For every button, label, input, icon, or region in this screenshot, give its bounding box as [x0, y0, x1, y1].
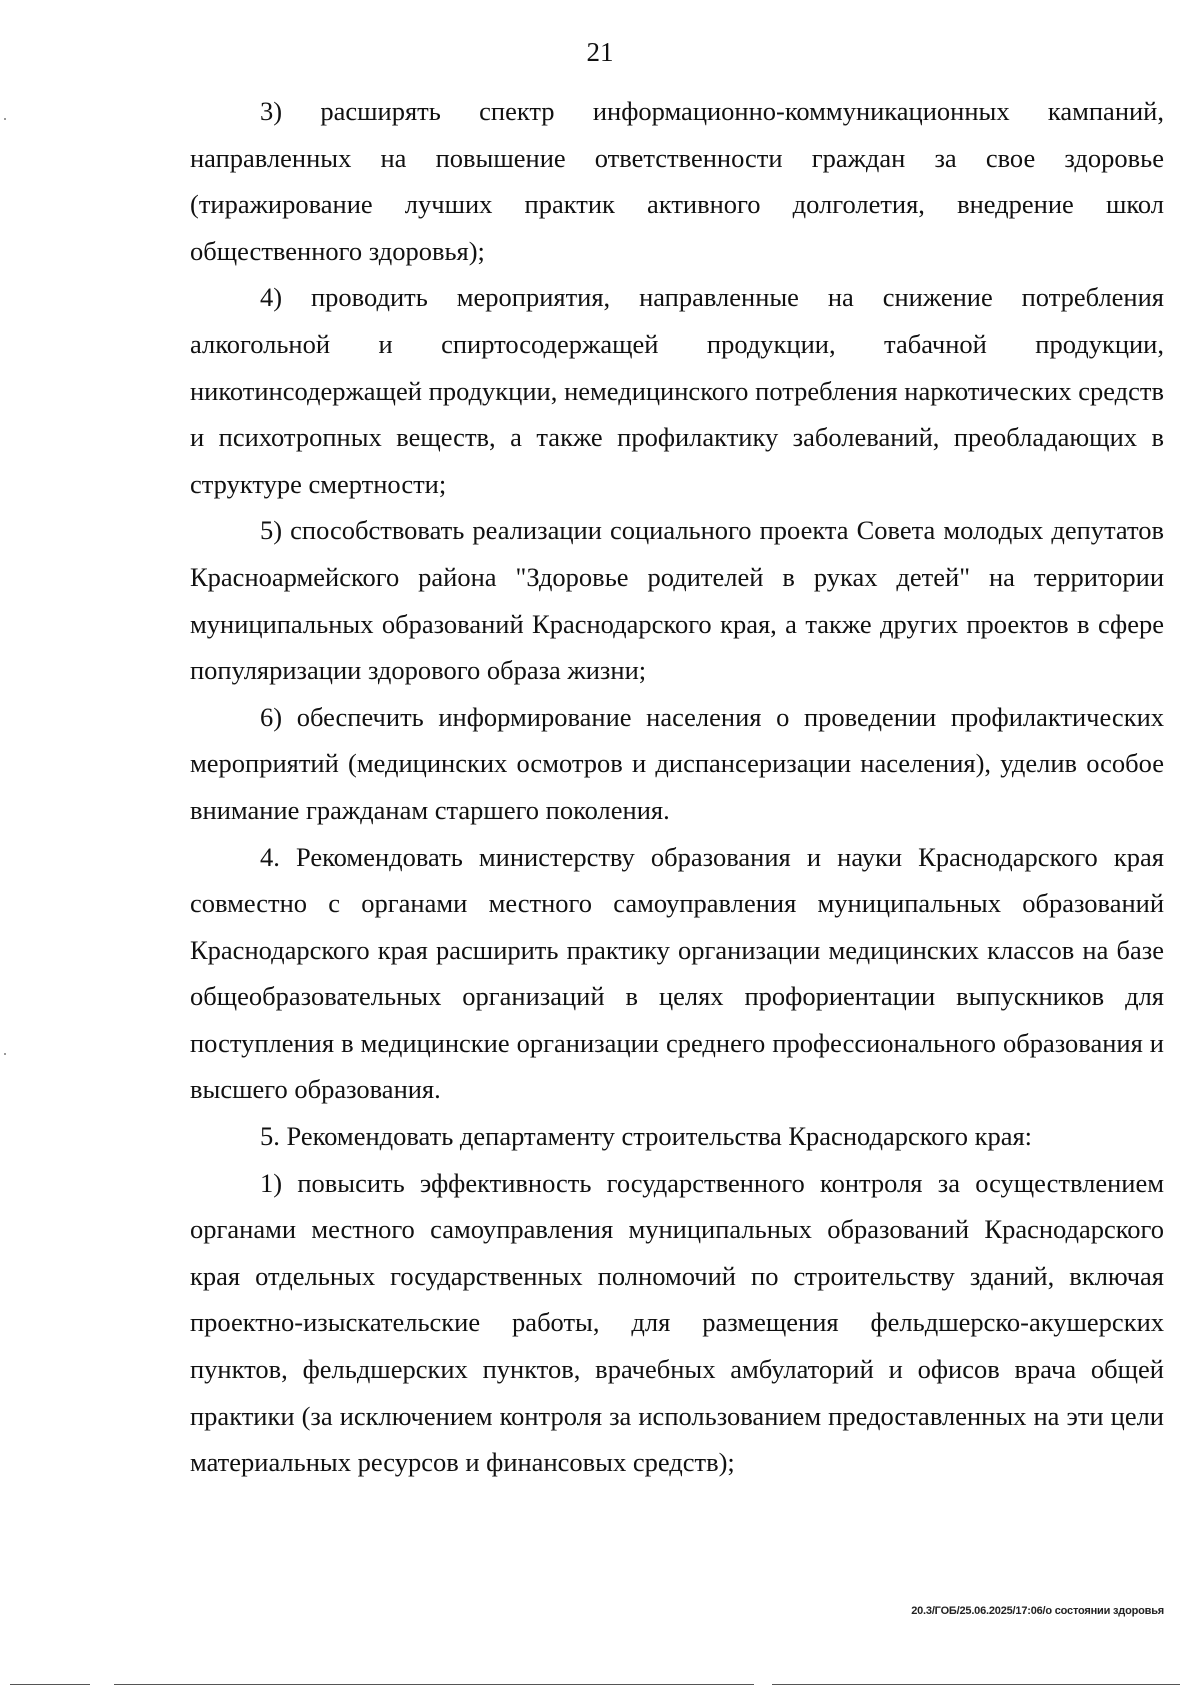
- document-body: [190, 88, 1164, 1486]
- paragraph-item-6: 6) обеспечить информирование населения о проведении профилактических мероприятий (медицинских осмотров и диспансеризации населения), уделив особое внимание гражданам старшего поколения.: [190, 701, 1164, 825]
- paragraph-item-4: 4) проводить мероприятия, направленные на снижение потребления алкогольной и спиртосодержащей продукции, табачной продукции, никотинсодержащей продукции, немедицинского потребления наркотических средств и психотропных веществ, а также профилактику заболеваний, преобладающих в структуре смертности;: [190, 282, 1164, 499]
- paragraph-section-4: 4. Рекомендовать министерству образования и науки Краснодарского края совместно с органами местного самоуправления муниципальных образований Краснодарского края расширить практику организации медицинских классов на базе общеобразовательных организаций в целях профориентации выпускников для поступления в медицинские организации среднего профессионального образования и высшего образования.: [190, 841, 1164, 1105]
- bottom-scan-line: [772, 1684, 1180, 1685]
- bottom-scan-line: [10, 1684, 90, 1685]
- paragraph-item-3: 3) расширять спектр информационно-коммуникационных кампаний, направленных на повышение ответственности граждан за свое здоровье (тиражирование лучших практик активного долголетия, внедрение школ общественного здоровья);: [190, 96, 1164, 266]
- document-code-footer: 20.3/ГОБ/25.06.2025/17:06/о состоянии здоровья: [911, 1605, 1164, 1617]
- paragraph-item-5: 5) способствовать реализации социального проекта Совета молодых депутатов Красноармейского района "Здоровье родителей в руках детей" на территории муниципальных образований Краснодарского края, а также других проектов в сфере популяризации здорового образа жизни;: [190, 515, 1164, 686]
- scan-margin-mark: [4, 118, 6, 120]
- page-number: 21: [586, 37, 614, 67]
- scan-margin-mark: [4, 1053, 6, 1055]
- paragraph-section-5-item-1: 1) повысить эффективность государственного контроля за осуществлением органами местного самоуправления муниципальных образований Краснодарского края отдельных государственных полномочий по строительству зданий, включая проектно-изыскательские работы, для размещения фельдшерско-акушерских пунктов, фельдшерских пунктов, врачебных амбулаторий и офисов врача общей практики (за исключением контроля за использованием предоставленных на эти цели материальных ресурсов и финансовых средств);: [190, 1167, 1164, 1478]
- bottom-scan-line: [114, 1684, 754, 1685]
- paragraph-section-5: 5. Рекомендовать департаменту строительства Краснодарского края:: [260, 1121, 1033, 1152]
